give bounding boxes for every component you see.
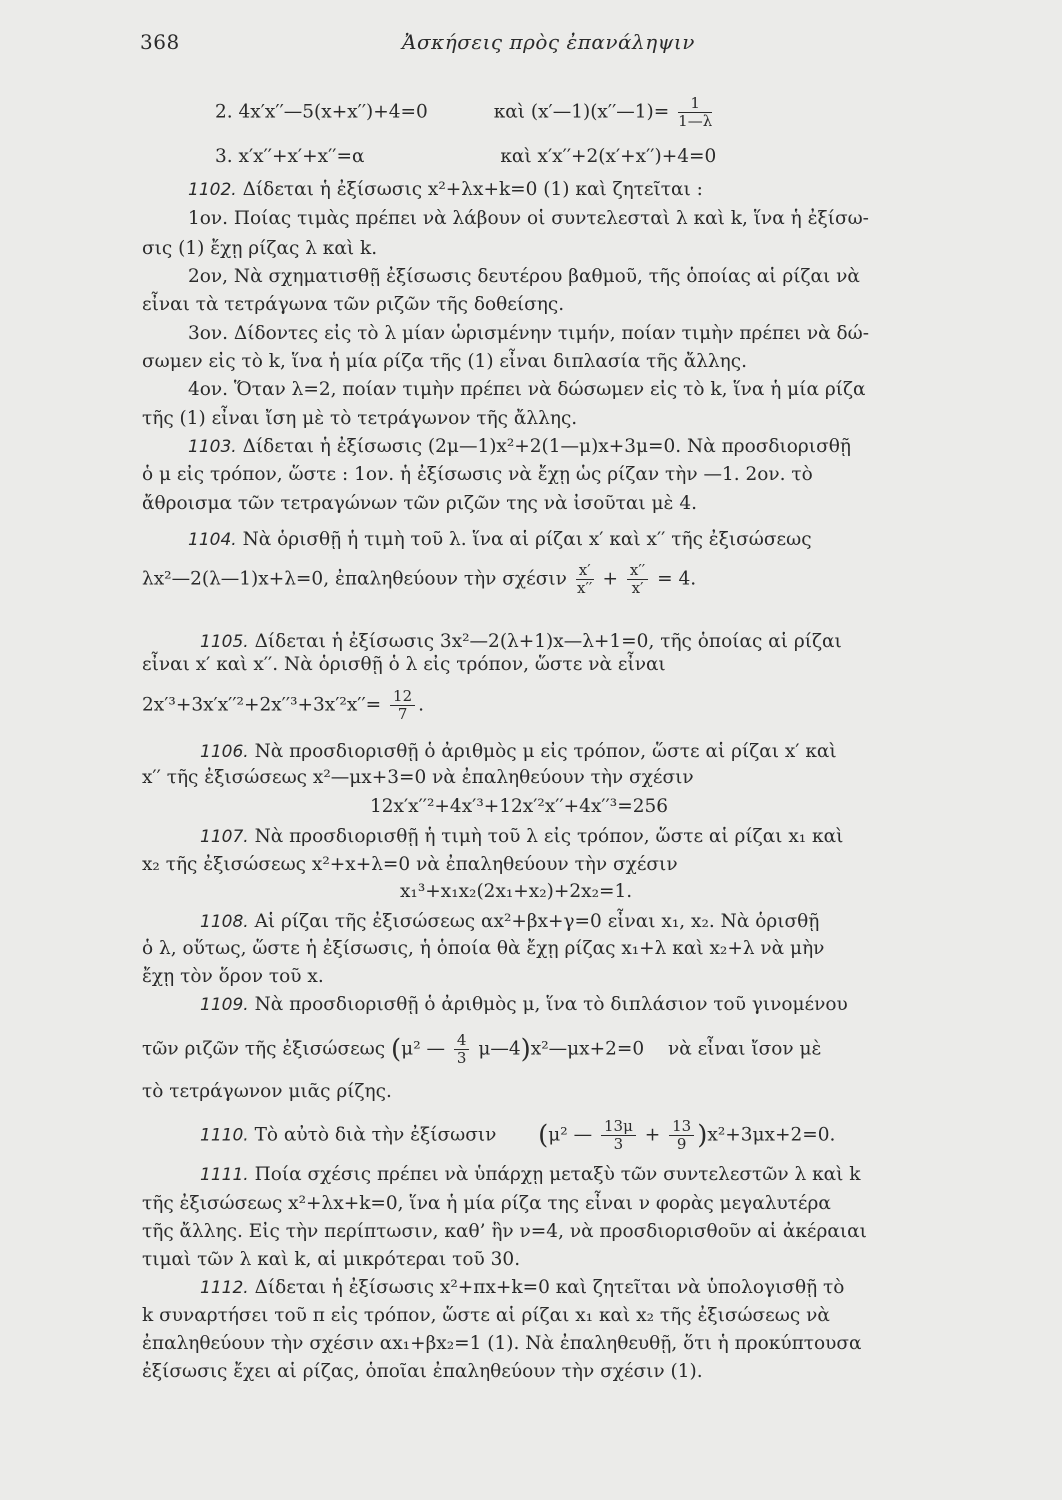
exercise-number: 1107. [200,827,249,847]
fraction: $\frac{x''}{x'}$ [627,562,648,597]
exercise-1109-line-3: τὸ τετράγωνον μιᾶς ρίζης. [142,1081,392,1102]
exercise-1108-line-3: ἔχῃ τὸν ὅρον τοῦ x. [142,966,324,987]
exercise-1105-line-1: 1105. Δίδεται ἡ ἐξίσωσις 3x²—2(λ+1)x—λ+1=0, τῆς ὁποίας αἱ ρίζαι [200,631,842,652]
exercise-1111-line-4: τιμαὶ τῶν λ καὶ k, αἱ μικρότεραι τοῦ 30. [142,1249,521,1270]
page-header [140,30,1010,60]
exercise-1102-line-5: εἶναι τὰ τετράγωνα τῶν ριζῶν τῆς δοθείσης. [142,294,565,315]
exercise-1102-line-7: σωμεν εἰς τὸ k, ἵνα ἡ μία ρίζα τῆς (1) εἶναι διπλασία τῆς ἄλλης. [142,351,747,372]
exercise-1104-line-1: 1104. Νὰ ὁρισθῇ ἡ τιμὴ τοῦ λ. ἵνα αἱ ρίζαι x′ καὶ x′′ τῆς ἐξισώσεως [188,529,812,550]
exercise-1104-line-2: λx²—2(λ—1)x+λ=0, ἐπαληθεύουν τὴν σχέσιν $\frac{x'}{x''}$ + $\frac{x''}{x'}$ = 4. [142,561,697,597]
exercise-1110-line-1: 1110. Τὸ αὐτὸ διὰ τὴν ἐξίσωσιν (μ² — $\frac{13\mu}{3}$ + $\frac{13}{9}$ )x²+3μx+2=0. [200,1117,836,1153]
fraction: $\frac{12}{7}$ [390,688,415,723]
exercise-number: 1109. [200,995,249,1015]
exercise-1103-line-2: ὁ μ εἰς τρόπον, ὥστε : 1ον. ἡ ἐξίσωσις νὰ ἔχῃ ὡς ρίζαν τὴν —1. 2ον. τὸ [142,464,813,485]
exercise-1111-line-1: 1111. Ποία σχέσις πρέπει νὰ ὑπάρχῃ μεταξὺ τῶν συντελεστῶν λ καὶ k [200,1164,861,1185]
exercise-number: 1105. [200,632,249,652]
system-3: 3. x′x′′+x′+x′′=α καὶ x′x′′+2(x′+x′′)+4=0 [215,146,717,167]
exercise-number: 1111. [200,1165,249,1185]
exercise-number: 1110. [200,1125,249,1146]
exercise-1106-line-1: 1106. Νὰ προσδιορισθῇ ὁ ἀριθμὸς μ εἰς τρόπον, ὥστε αἱ ρίζαι x′ καὶ [200,741,837,762]
fraction: $\frac{4}{3}$ [454,1032,470,1067]
exercise-number: 1102. [188,180,237,200]
fraction: $\frac{1}{1—\lambda}$ [678,94,713,130]
running-title: Ἀσκήσεις πρὸς ἐπανάληψιν [402,30,695,54]
page-number: 368 [140,30,180,54]
exercise-1108-line-1: 1108. Αἱ ρίζαι τῆς ἐξισώσεως αx²+βx+γ=0 εἶναι x₁, x₂. Νὰ ὁρισθῇ [200,911,820,932]
exercise-1108-line-2: ὁ λ, οὕτως, ὥστε ἡ ἐξίσωσις, ἡ ὁποία θὰ ἔχῃ ρίζας x₁+λ καὶ x₂+λ νὰ μὴν [142,938,825,959]
exercise-1103-line-3: ἄθροισμα τῶν τετραγώνων τῶν ριζῶν της νὰ ἰσοῦται μὲ 4. [142,493,697,514]
exercise-1107-line-2: x₂ τῆς ἐξισώσεως x²+x+λ=0 νὰ ἐπαληθεύουν τὴν σχέσιν [142,854,678,875]
exercise-number: 1104. [188,530,237,550]
fraction: $\frac{x'}{x''}$ [577,561,593,597]
exercise-1106-line-2: x′′ τῆς ἐξισώσεως x²—μx+3=0 νὰ ἐπαληθεύουν τὴν σχέσιν [142,767,694,788]
exercise-1111-line-3: τῆς ἄλλης. Εἰς τὴν περίπτωσιν, καθ’ ἣν ν=4, νὰ προσδιορισθοῦν αἱ ἀκέραιαι [142,1221,867,1242]
exercise-1102-line-2: 1ον. Ποίας τιμὰς πρέπει νὰ λάβουν οἱ συντελεσταὶ λ καὶ k, ἵνα ἡ ἐξίσω- [188,208,869,229]
exercise-1102-line-9: τῆς (1) εἶναι ἴση μὲ τὸ τετράγωνον τῆς ἄλλης. [142,408,578,429]
exercise-1109-line-2: τῶν ριζῶν τῆς ἐξισώσεως (μ² — $\frac{4}{3}$ μ—4)x²—μx+2=0 νὰ εἶναι ἴσον μὲ [142,1031,822,1067]
exercise-1107-line-1: 1107. Νὰ προσδιορισθῇ ἡ τιμὴ τοῦ λ εἰς τρόπον, ὥστε αἱ ρίζαι x₁ καὶ [200,826,844,847]
fraction: $\frac{13\mu}{3}$ [601,1118,636,1153]
exercise-number: 1112. [200,1278,249,1298]
exercise-1102-line-1: 1102. Δίδεται ἡ ἐξίσωσις x²+λx+k=0 (1) καὶ ζητεῖται : [188,179,703,200]
exercise-1102-line-4: 2ον, Νὰ σχηματισθῇ ἐξίσωσις δευτέρου βαθμοῦ, τῆς ὁποίας αἱ ρίζαι νὰ [188,266,860,287]
exercise-1112-line-2: k συναρτήσει τοῦ π εἰς τρόπον, ὥστε αἱ ρίζαι x₁ καὶ x₂ τῆς ἐξισώσεως νὰ [142,1305,830,1326]
exercise-1112-line-4: ἐξίσωσις ἔχει αἱ ρίζας, ὁποῖαι ἐπαληθεύουν τὴν σχέσιν (1). [142,1361,703,1382]
exercise-1107-equation: x₁³+x₁x₂(2x₁+x₂)+2x₂=1. [400,881,633,902]
exercise-number: 1106. [200,742,249,762]
exercise-1111-line-2: τῆς ἐξισώσεως x²+λx+k=0, ἵνα ἡ μία ρίζα της εἶναι ν φορὰς μεγαλυτέρα [142,1193,831,1214]
exercise-number: 1108. [200,912,249,932]
exercise-1102-line-6: 3ον. Δίδοντες εἰς τὸ λ μίαν ὡρισμένην τιμήν, ποίαν τιμὴν πρέπει νὰ δώ- [188,323,869,344]
exercise-1112-line-1: 1112. Δίδεται ἡ ἐξίσωσις x²+πx+k=0 καὶ ζητεῖται νὰ ὑπολογισθῇ τὸ [200,1277,845,1298]
fraction: $\frac{13}{9}$ [669,1118,694,1153]
exercise-1102-line-3: σις (1) ἔχῃ ρίζας λ καὶ k. [142,238,378,259]
exercise-1105-line-2: εἶναι x′ καὶ x′′. Νὰ ὁρισθῇ ὁ λ εἰς τρόπον, ὥστε νὰ εἶναι [142,654,666,675]
exercise-1106-equation: 12x′x′′²+4x′³+12x′²x′′+4x′′³=256 [370,796,669,817]
exercise-1112-line-3: ἐπαληθεύουν τὴν σχέσιν αx₁+βx₂=1 (1). Νὰ ἐπαληθευθῇ, ὅτι ἡ προκύπτουσα [142,1333,862,1354]
exercise-number: 1103. [188,437,237,457]
exercise-1109-line-1: 1109. Νὰ προσδιορισθῇ ὁ ἀριθμὸς μ, ἵνα τὸ διπλάσιον τοῦ γινομένου [200,994,848,1015]
exercise-1103-line-1: 1103. Δίδεται ἡ ἐξίσωσις (2μ—1)x²+2(1—μ)x+3μ=0. Νὰ προσδιορισθῇ [188,436,851,457]
exercise-1105-equation: 2x′³+3x′x′′²+2x′′³+3x′²x′′= $\frac{12}{7}$ . [142,687,425,723]
system-2: 2. 4x′x′′—5(x+x′′)+4=0 καὶ (x′—1)(x′′—1)= $\frac{1}{1—\lambda}$ [215,94,713,130]
exercise-1102-line-8: 4ον. Ὅταν λ=2, ποίαν τιμὴν πρέπει νὰ δώσωμεν εἰς τὸ k, ἵνα ἡ μία ρίζα [188,379,866,400]
